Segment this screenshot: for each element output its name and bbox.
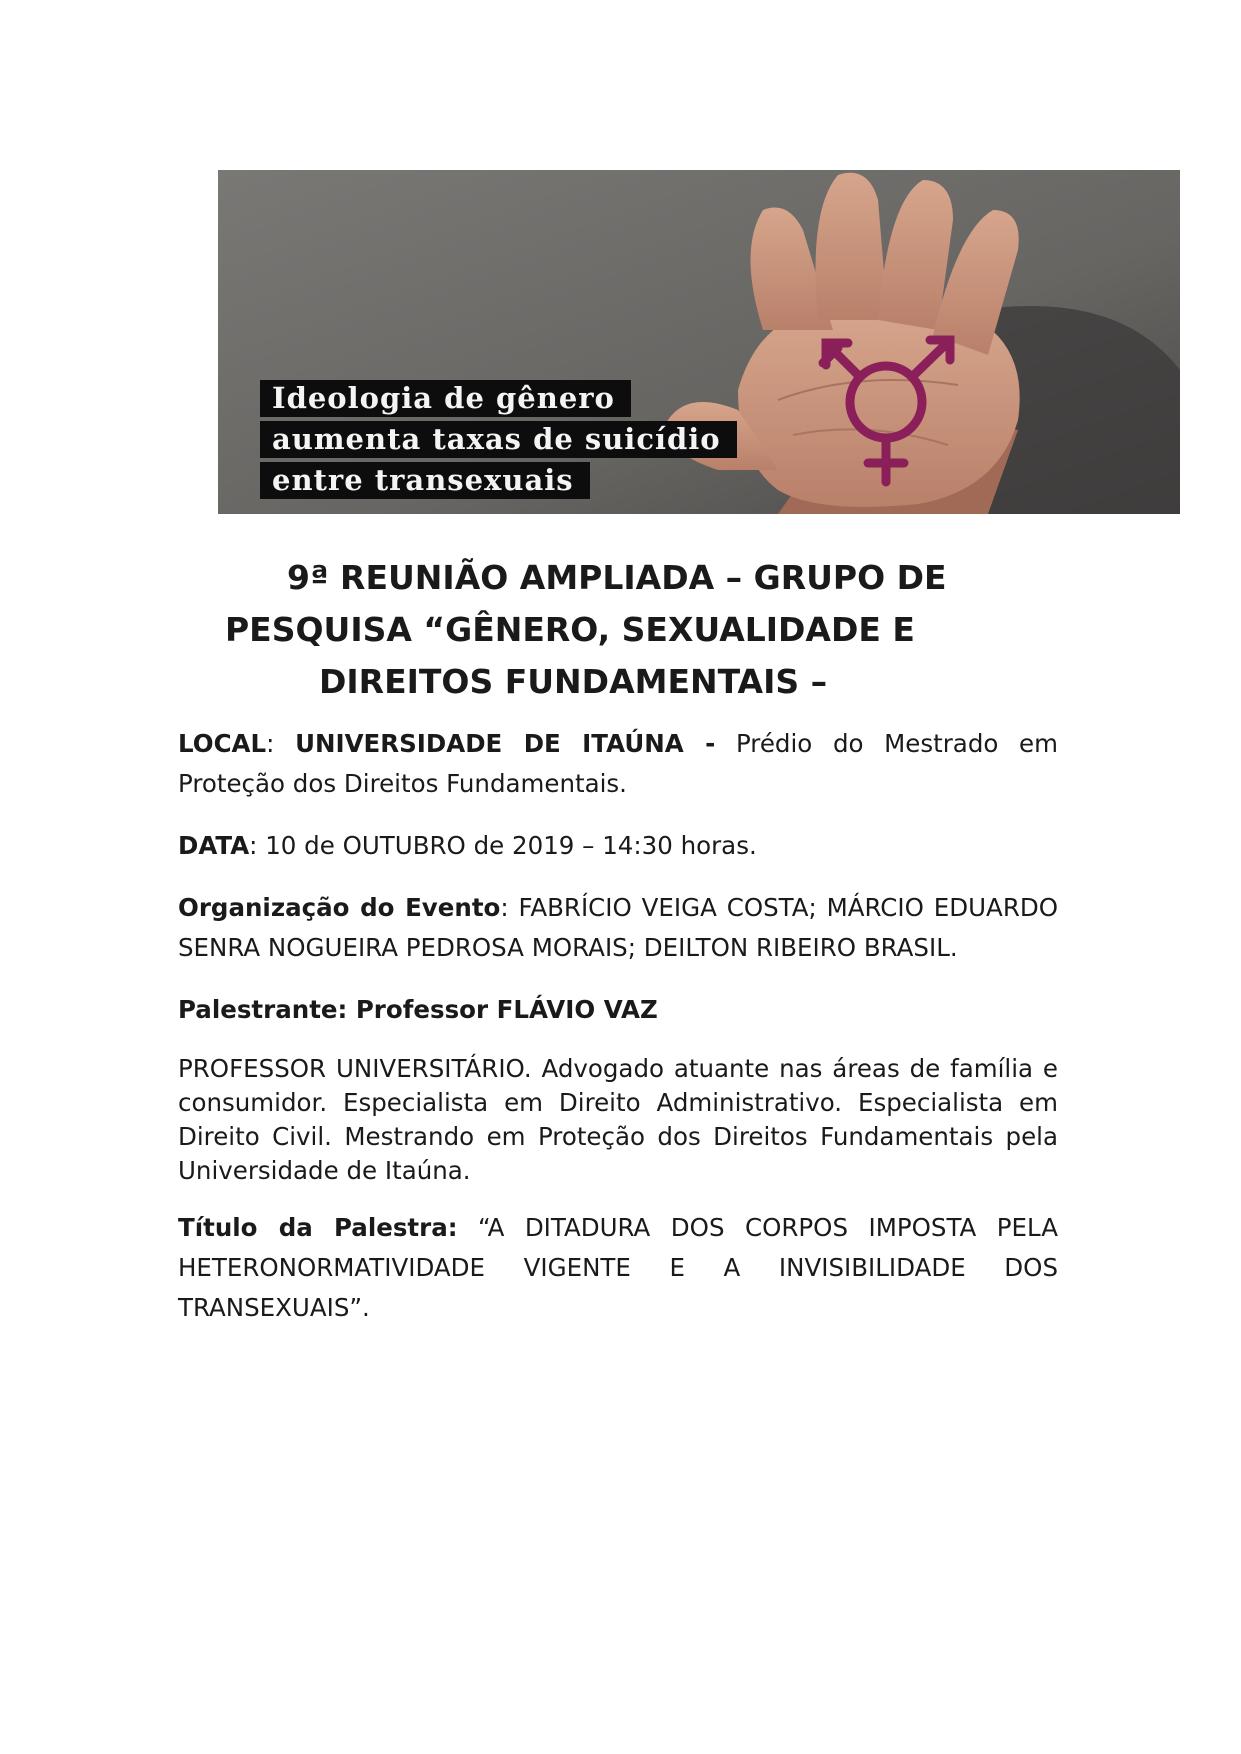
talk-title: “A DITADURA DOS CORPOS IMPOSTA PELA HETERONORMATIVIDADE VIGENTE E A INVISIBILIDADE DOS TRANSEXUAIS”.	[178, 1213, 1058, 1322]
organization-label: Organização do Evento	[178, 893, 501, 922]
banner-image	[218, 170, 1180, 514]
document-body	[178, 724, 1058, 1350]
organization-value: : FABRÍCIO VEIGA COSTA; MÁRCIO EDUARDO SENRA NOGUEIRA PEDROSA MORAIS; DEILTON RIBEIRO BRASIL.	[178, 893, 1058, 962]
banner-caption-line: Ideologia de gênero	[260, 380, 631, 417]
date-label: DATA	[178, 831, 250, 860]
local-paragraph	[178, 724, 1058, 804]
title-line: PESQUISA “GÊNERO, SEXUALIDADE E	[225, 610, 915, 649]
local-separator: :	[266, 729, 296, 758]
local-institution: UNIVERSIDADE DE ITAÚNA -	[295, 729, 716, 758]
speaker-bio: PROFESSOR UNIVERSITÁRIO. Advogado atuante nas áreas de família e consumidor. Especialista em Direito Administrativo. Especialista em Direito Civil. Mestrando em Proteção dos Direitos Fundamentais pela Universidade de Itaúna.	[178, 1054, 1058, 1185]
date-paragraph	[178, 826, 1058, 866]
title-line: DIREITOS FUNDAMENTAIS –	[319, 662, 828, 701]
speaker-label: Palestrante: Professor FLÁVIO VAZ	[178, 995, 658, 1024]
banner-caption-line: aumenta taxas de suicídio	[260, 421, 737, 458]
title-line: 9ª REUNIÃO AMPLIADA – GRUPO DE	[287, 558, 947, 597]
organization-paragraph	[178, 888, 1058, 968]
banner-caption	[260, 380, 737, 503]
local-label: LOCAL	[178, 729, 267, 758]
banner-caption-line: entre transexuais	[260, 462, 590, 499]
speaker-paragraph	[178, 990, 1058, 1030]
document-title	[180, 552, 1060, 708]
local-detail: Prédio do Mestrado em Proteção dos Direitos Fundamentais.	[178, 729, 1058, 798]
talk-label: Título da Palestra:	[178, 1213, 458, 1242]
talk-paragraph	[178, 1208, 1058, 1328]
date-value: : 10 de OUTUBRO de 2019 – 14:30 horas.	[249, 831, 757, 860]
